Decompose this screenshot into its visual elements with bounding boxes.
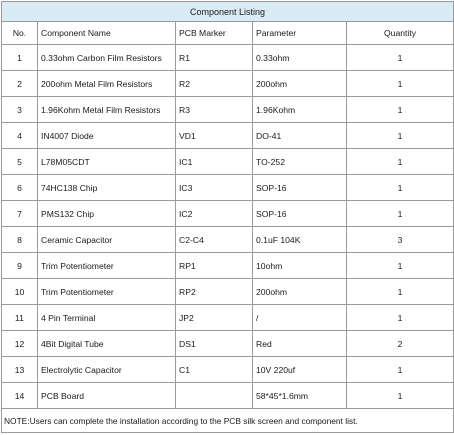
cell-pcb-marker: IC1: [176, 149, 253, 175]
table-row: [2, 71, 454, 97]
cell-component-name: IN4007 Diode: [38, 123, 176, 149]
table-row: [2, 357, 454, 383]
header-pcb-marker: PCB Marker: [176, 22, 253, 45]
table-row: [2, 305, 454, 331]
cell-component-name: Trim Potentiometer: [38, 253, 176, 279]
cell-quantity: 1: [347, 357, 454, 383]
cell-pcb-marker: RP1: [176, 253, 253, 279]
cell-parameter: 0.1uF 104K: [253, 227, 347, 253]
cell-parameter: 10V 220uf: [253, 357, 347, 383]
table-header-row: [2, 22, 454, 45]
cell-no: 4: [2, 123, 38, 149]
cell-quantity: 3: [347, 227, 454, 253]
cell-pcb-marker: VD1: [176, 123, 253, 149]
cell-component-name: 200ohm Metal Film Resistors: [38, 71, 176, 97]
cell-pcb-marker: [176, 383, 253, 409]
cell-no: 2: [2, 71, 38, 97]
table-row: [2, 149, 454, 175]
table-row: [2, 383, 454, 409]
table-row: [2, 279, 454, 305]
cell-component-name: 4Bit Digital Tube: [38, 331, 176, 357]
cell-quantity: 1: [347, 201, 454, 227]
table-row: [2, 97, 454, 123]
cell-parameter: SOP-16: [253, 201, 347, 227]
cell-quantity: 1: [347, 71, 454, 97]
cell-pcb-marker: IC3: [176, 175, 253, 201]
table-row: [2, 175, 454, 201]
cell-parameter: 10ohm: [253, 253, 347, 279]
cell-quantity: 2: [347, 331, 454, 357]
cell-pcb-marker: R1: [176, 45, 253, 71]
cell-component-name: Trim Potentiometer: [38, 279, 176, 305]
cell-no: 14: [2, 383, 38, 409]
component-table: [1, 1, 454, 433]
cell-no: 7: [2, 201, 38, 227]
cell-component-name: 0.33ohm Carbon Film Resistors: [38, 45, 176, 71]
table-row: [2, 201, 454, 227]
cell-parameter: 1.96Kohm: [253, 97, 347, 123]
installation-note: NOTE:Users can complete the installation according to the PCB silk screen and component list.: [2, 409, 454, 433]
header-no: No.: [2, 22, 38, 45]
component-listing-sheet: [1, 1, 453, 433]
cell-component-name: Electrolytic Capacitor: [38, 357, 176, 383]
cell-parameter: DO-41: [253, 123, 347, 149]
cell-quantity: 1: [347, 305, 454, 331]
cell-no: 3: [2, 97, 38, 123]
cell-no: 1: [2, 45, 38, 71]
cell-component-name: 1.96Kohm Metal Film Resistors: [38, 97, 176, 123]
cell-quantity: 1: [347, 123, 454, 149]
table-row: [2, 123, 454, 149]
cell-pcb-marker: RP2: [176, 279, 253, 305]
cell-pcb-marker: R3: [176, 97, 253, 123]
cell-component-name: 4 Pin Terminal: [38, 305, 176, 331]
table-row: [2, 253, 454, 279]
cell-quantity: 1: [347, 45, 454, 71]
cell-no: 5: [2, 149, 38, 175]
header-quantity: Quantity: [347, 22, 454, 45]
table-row: [2, 331, 454, 357]
table-title-row: [2, 2, 454, 22]
cell-quantity: 1: [347, 149, 454, 175]
cell-quantity: 1: [347, 253, 454, 279]
cell-parameter: 0.33ohm: [253, 45, 347, 71]
cell-quantity: 1: [347, 97, 454, 123]
table-title: Component Listing: [2, 2, 454, 22]
cell-component-name: PCB Board: [38, 383, 176, 409]
cell-parameter: 200ohm: [253, 279, 347, 305]
cell-quantity: 1: [347, 383, 454, 409]
cell-pcb-marker: R2: [176, 71, 253, 97]
cell-no: 11: [2, 305, 38, 331]
cell-pcb-marker: IC2: [176, 201, 253, 227]
header-parameter: Parameter: [253, 22, 347, 45]
cell-parameter: Red: [253, 331, 347, 357]
header-component-name: Component Name: [38, 22, 176, 45]
cell-no: 10: [2, 279, 38, 305]
cell-parameter: 58*45*1.6mm: [253, 383, 347, 409]
cell-parameter: SOP-16: [253, 175, 347, 201]
cell-pcb-marker: JP2: [176, 305, 253, 331]
cell-component-name: Ceramic Capacitor: [38, 227, 176, 253]
cell-parameter: TO-252: [253, 149, 347, 175]
cell-no: 13: [2, 357, 38, 383]
cell-no: 12: [2, 331, 38, 357]
table-row: [2, 45, 454, 71]
note-row: [2, 409, 454, 433]
cell-component-name: 74HC138 Chip: [38, 175, 176, 201]
cell-no: 6: [2, 175, 38, 201]
cell-parameter: /: [253, 305, 347, 331]
cell-no: 8: [2, 227, 38, 253]
cell-component-name: PMS132 Chip: [38, 201, 176, 227]
table-row: [2, 227, 454, 253]
cell-quantity: 1: [347, 175, 454, 201]
cell-pcb-marker: C1: [176, 357, 253, 383]
cell-pcb-marker: DS1: [176, 331, 253, 357]
cell-quantity: 1: [347, 279, 454, 305]
cell-parameter: 200ohm: [253, 71, 347, 97]
cell-no: 9: [2, 253, 38, 279]
cell-component-name: L78M05CDT: [38, 149, 176, 175]
cell-pcb-marker: C2-C4: [176, 227, 253, 253]
